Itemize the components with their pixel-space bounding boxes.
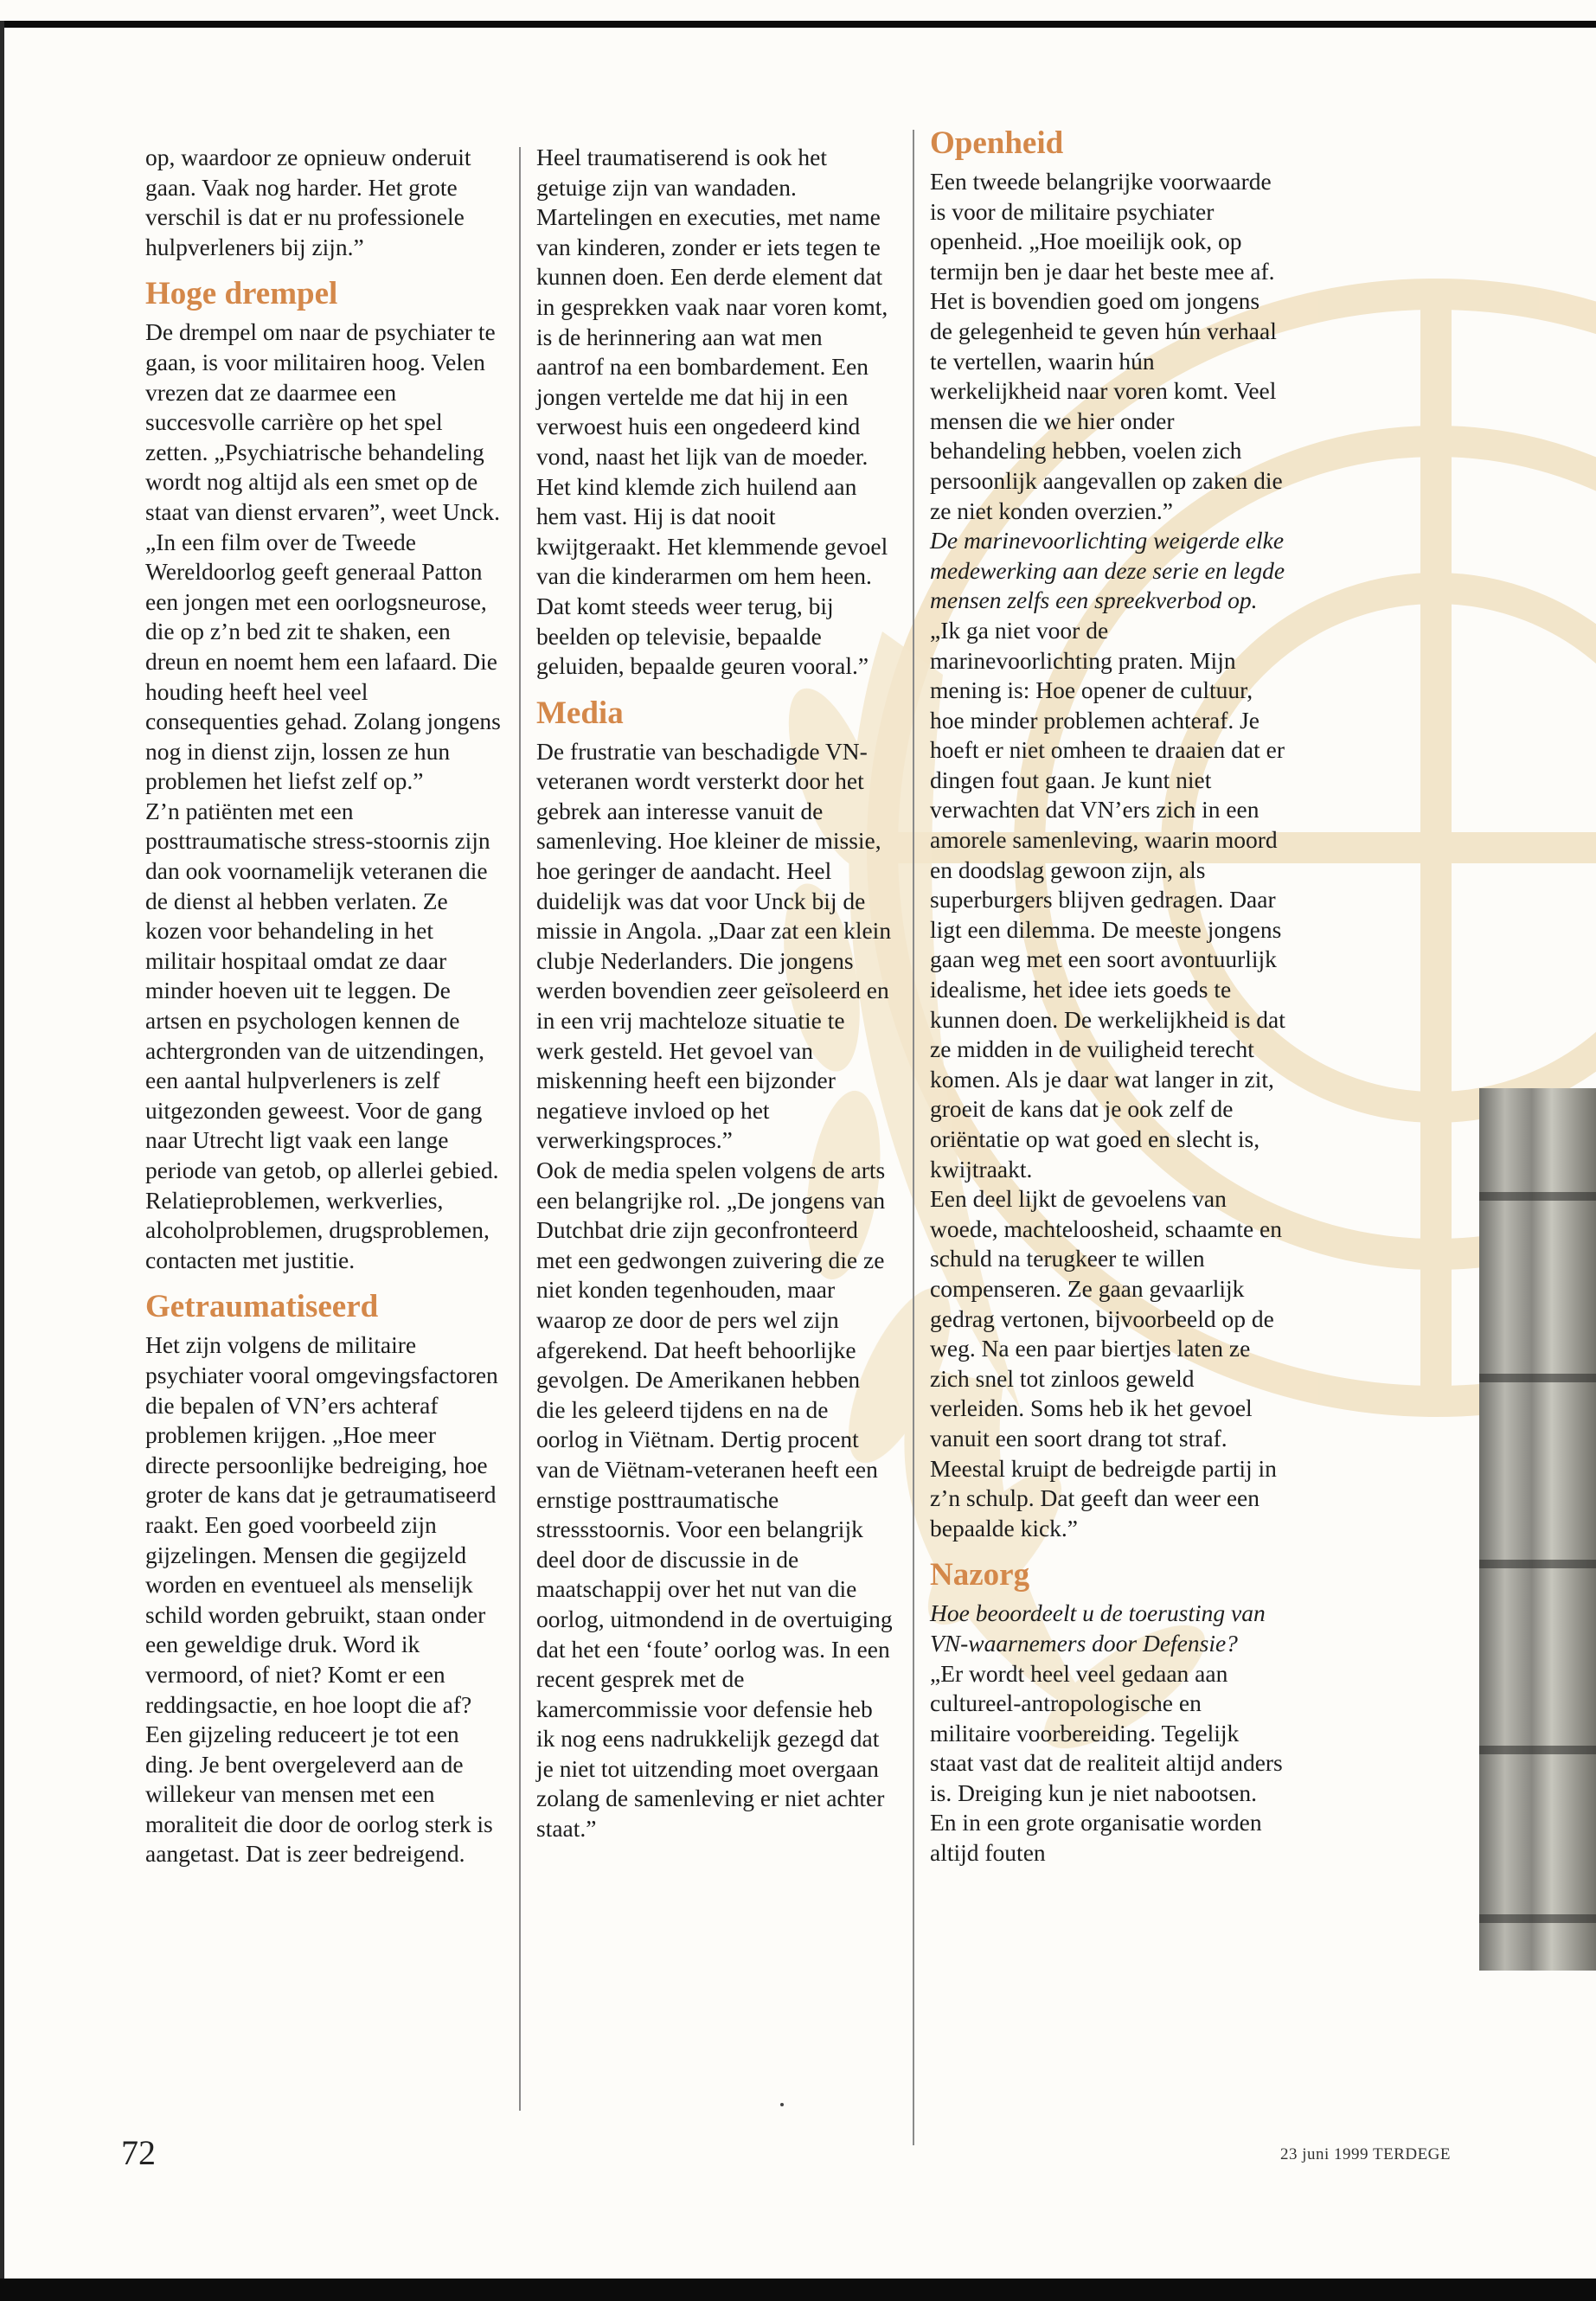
column-1: [145, 143, 502, 1869]
column-divider-2: [913, 130, 914, 2145]
section-heading: Openheid: [930, 125, 1064, 161]
paragraph: „Er wordt heel veel gedaan aan cultureel-antropologische en militaire voorbereiding. Tegelijk staat vast dat de realiteit altijd anders is. Dreiging kun je niet nabootsen. En in een grote organisatie worden altijd fouten: [930, 1659, 1283, 1867]
column-divider-1: [519, 147, 521, 2111]
paragraph: De drempel om naar de psychiater te gaan, is voor militairen hoog. Velen vrezen dat ze daarmee een succesvolle carrière op het spel zetten. „Psychiatrische behandeling wordt nog altijd als een smet op de staat van dienst ervaren”, weet Unck. „In een film over de Tweede Wereldoorlog geeft generaal Patton een jongen met een oorlogsneurose, die op z’n bed zit te shaken, een dreun en noemt hem een lafaard. Die houding heeft heel veel consequenties gehad. Zolang jongens nog in dienst zijn, lossen ze hun problemen het liefst zelf op.”: [145, 318, 501, 795]
column-3: [930, 125, 1286, 1868]
paragraph: De frustratie van beschadigde VN-veteranen wordt versterkt door het gebrek aan interesse vanuit de samenleving. Hoe kleiner de missie, hoe geringer de aandacht. Heel duidelijk was dat voor Unck bij de missie in Angola. „Daar zat een klein clubje Nederlanders. Die jongens werden bovendien zeer geïsoleerd en in een vrij machteloze situatie te werk gesteld. Het gevoel van miskenning heeft een bijzonder negatieve invloed op het verwerkingsproces.”: [536, 737, 892, 1154]
section-heading: Nazorg: [930, 1557, 1030, 1593]
paragraph: Een deel lijkt de gevoelens van woede, machteloosheid, schaamte en schuld na terugkeer te willen compenseren. Ze gaan gevaarlijk gedrag vertonen, bijvoorbeeld op de weg. Na een paar biertjes laten ze zich snel tot zinloos geweld verleiden. Soms heb ik het gevoel vanuit een soort drang tot straf. Meestal kruipt de bedreigde partij in z’n schulp. Dat geeft dan weer een bepaalde kick.”: [930, 1185, 1282, 1541]
separator-dot: [780, 2103, 784, 2106]
paragraph: Ook de media spelen volgens de arts een belangrijke rol. „De jongens van Dutchbat drie zijn geconfronteerd met een gedwongen zuivering die ze niet konden tegenhouden, maar waarop ze door de pers wel zijn afgerekend. Dat heeft behoorlijke gevolgen. De Amerikanen hebben die les geleerd tijdens en na de oorlog in Viëtnam. Dertig procent van de Viëtnam-veteranen heeft een ernstige posttraumatische stressstoornis. Voor een belangrijk deel door de discussie in de maatschappij over het nut van die oorlog, uitmondend in de overtuiging dat het een ‘foute’ oorlog was. In een recent gesprek met de kamercommissie voor defensie heb ik nog eens nadrukkelijk gezegd dat je niet tot uitzending moet overgaan zolang de samenleving er niet achter staat.”: [536, 1157, 893, 1843]
column-2: [536, 143, 893, 1844]
issue-credit: 23 juni 1999 TERDEGE: [1280, 2145, 1452, 2163]
top-border: [0, 21, 1596, 28]
paragraph: Z’n patiënten met een posttraumatische stress-stoornis zijn dan ook voornamelijk veteranen die de dienst al hebben verlaten. Ze kozen voor behandeling in het militair hospitaal omdat ze daar minder hoeven uit te leggen. De artsen en psychologen kennen de achtergronden van de uitzendingen, een aantal hulpverleners is zelf uitgezonden geweest. Voor de gang naar Utrecht ligt vaak een lange periode van getob, op allerlei gebied. Relatieproblemen, werkverlies, alcoholproblemen, drugsproblemen, contacten met justitie.: [145, 797, 499, 1273]
interview-question: De marinevoorlichting weigerde elke medewerking aan deze serie en legde mensen zelfs een spreekverbod op.: [930, 527, 1285, 614]
photo-strip: [1479, 1088, 1596, 1971]
paragraph: op, waardoor ze opnieuw onderuit gaan. Vaak nog harder. Het grote verschil is dat er nu professionele hulpverleners bij zijn.”: [145, 144, 471, 260]
paragraph: Een tweede belangrijke voorwaarde is voor de militaire psychiater openheid. „Hoe moeilijk ook, op termijn ben je daar het beste mee af. Het is bovendien goed om jongens de gelegenheid te geven hún verhaal te vertellen, waarin hún werkelijkheid naar voren komt. Veel mensen die we hier onder behandeling hebben, voelen zich persoonlijk aangevallen op zaken die ze niet konden overzien.”: [930, 168, 1283, 524]
page-number: 72: [121, 2133, 156, 2172]
section-heading: Hoge drempel: [145, 276, 338, 312]
paragraph: „Ik ga niet voor de marinevoorlichting praten. Mijn mening is: Hoe opener de cultuur, hoe minder problemen achteraf. Je hoeft er niet omheen te draaien dat er dingen fout gaan. Je kunt niet verwachten dat VN’ers zich in een amorele samenleving, waarin moord en doodslag gewoon zijn, als superburgers blijven gedragen. Daar ligt een dilemma. De meeste jongens gaan weg met een soort avontuurlijk idealisme, het idee iets goeds te kunnen doen. De werkelijkheid is dat ze midden in de vuiligheid terecht komen. Als je daar wat langer in zit, groeit de kans dat je ook zelf de oriëntatie op wat goed en slecht is, kwijtraakt.: [930, 616, 1285, 1183]
paragraph: Het zijn volgens de militaire psychiater vooral omgevingsfactoren die bepalen of VN’ers achteraf problemen krijgen. „Hoe meer directe persoonlijke bedreiging, hoe groter de kans dat je getraumatiseerd raakt. Een goed voorbeeld zijn gijzelingen. Mensen die gegijzeld worden en eventueel als menselijk schild worden gebruikt, staan onder een geweldige druk. Word ik vermoord, of niet? Komt er een reddingsactie, en hoe loopt die af? Een gijzeling reduceert je tot een ding. Je bent overgeleverd aan de willekeur van mensen met een moraliteit die door de oorlog sterk is aangetast. Dat is zeer bedreigend.: [145, 1331, 498, 1868]
bottom-border: [0, 2279, 1596, 2301]
section-heading: Media: [536, 695, 624, 731]
interview-question: Hoe beoordeelt u de toerusting van VN-waarnemers door Defensie?: [930, 1599, 1266, 1657]
left-border: [0, 21, 4, 2287]
section-heading: Getraumatiseerd: [145, 1289, 379, 1325]
paragraph: Heel traumatiserend is ook het getuige zijn van wandaden. Martelingen en executies, met name van kinderen, zonder er iets tegen te kunnen doen. Een derde element dat in gesprekken vaak naar voren komt, is de herinnering aan wat men aantrof na een bombardement. Een jongen vertelde me dat hij in een verwoest huis een ongedeerd kind vond, naast het lijk van de moeder. Het kind klemde zich huilend aan hem vast. Hij is dat nooit kwijtgeraakt. Het klemmende gevoel van die kinderarmen om hem heen. Dat komt steeds weer terug, bij beelden op televisie, bepaalde geluiden, bepaalde geuren vooral.”: [536, 144, 888, 680]
